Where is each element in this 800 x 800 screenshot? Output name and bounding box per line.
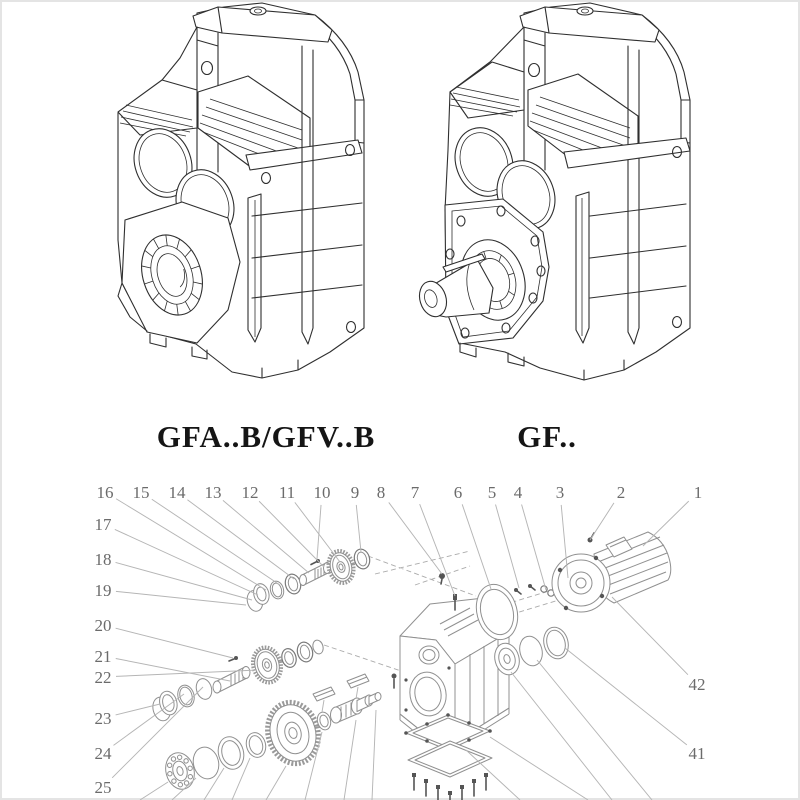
pinion-shaft [300, 563, 331, 586]
leader-line-41 [565, 648, 687, 745]
leader-line-21 [116, 659, 230, 681]
washer [244, 730, 269, 759]
callout-number-21: 21 [94, 647, 112, 666]
callout-number-3: 3 [555, 483, 565, 502]
exploded-view [95, 483, 706, 800]
output-shaft [331, 693, 382, 724]
leader-line-18 [116, 562, 252, 600]
leader-line-42 [612, 597, 688, 675]
callout-number-12: 12 [241, 483, 259, 502]
leader-line-8 [389, 502, 442, 574]
gf-oil-plug [577, 7, 593, 15]
callout-number-20: 20 [94, 616, 112, 635]
leader-line-4 [522, 504, 546, 590]
leader-line-13 [223, 500, 309, 573]
housing-side-bolt [392, 674, 397, 679]
leader-line-14 [187, 500, 294, 579]
callout-number-14: 14 [168, 483, 186, 502]
leader-line-7 [420, 504, 455, 596]
callout-number-13: 13 [204, 483, 222, 502]
callout-number-19: 19 [94, 581, 112, 600]
gfa-oil-plug [250, 7, 266, 15]
callout-number-11: 11 [278, 483, 296, 502]
gearbox-drawing-gf [415, 3, 690, 380]
ball-bearing [162, 750, 199, 793]
callout-number-8: 8 [376, 483, 386, 502]
leader-line-16 [116, 499, 266, 590]
gf-torque-bar [576, 192, 589, 343]
callout-number-9: 9 [350, 483, 360, 502]
bottom-cover [408, 741, 492, 777]
callout-number-15: 15 [132, 483, 150, 502]
callout-number-18: 18 [94, 550, 112, 569]
callout-number-23: 23 [94, 709, 112, 728]
gear-small [325, 548, 358, 586]
leader-line-17 [115, 529, 258, 595]
leader-line-20 [116, 628, 233, 658]
bearing [283, 572, 303, 595]
label-gf: GF.. [517, 419, 577, 454]
callout-number-7: 7 [410, 483, 420, 502]
leader-line-1 [643, 501, 689, 546]
motor [552, 532, 671, 612]
snap-ring [516, 634, 545, 669]
callout-number-41: 41 [688, 744, 706, 763]
input-pinion-assembly [244, 547, 372, 613]
callout-number-4: 4 [513, 483, 523, 502]
gearbox-drawing-gfa [118, 3, 364, 378]
callout-number-16: 16 [96, 483, 114, 502]
callout-number-5: 5 [487, 483, 497, 502]
snap-ring [194, 677, 214, 701]
oil-seal [215, 734, 248, 772]
leader-line-12 [259, 501, 324, 567]
gear-medium [249, 644, 285, 686]
leader-line-24 [114, 694, 184, 745]
leader-line-15 [152, 499, 280, 585]
bearing [295, 640, 315, 663]
motor-flange [552, 554, 610, 612]
callout-number-17: 17 [94, 515, 112, 534]
callout-number-6: 6 [453, 483, 463, 502]
leader-line-5 [496, 505, 519, 588]
label-gfa: GFA..B/GFV..B [156, 419, 376, 454]
leader-line-9 [356, 505, 361, 552]
leader-line-2 [590, 503, 614, 540]
callout-number-1: 1 [693, 483, 703, 502]
callout-number-22: 22 [94, 668, 112, 687]
callout-number-25: 25 [94, 778, 112, 797]
leader-line-6 [462, 504, 491, 589]
retaining-ring [311, 639, 324, 655]
callout-number-42: 42 [688, 675, 706, 694]
washer [541, 586, 547, 592]
callout-number-10: 10 [313, 483, 331, 502]
callout-number-2: 2 [616, 483, 626, 502]
callout-number-24: 24 [94, 744, 112, 763]
seal-ring [540, 624, 571, 661]
